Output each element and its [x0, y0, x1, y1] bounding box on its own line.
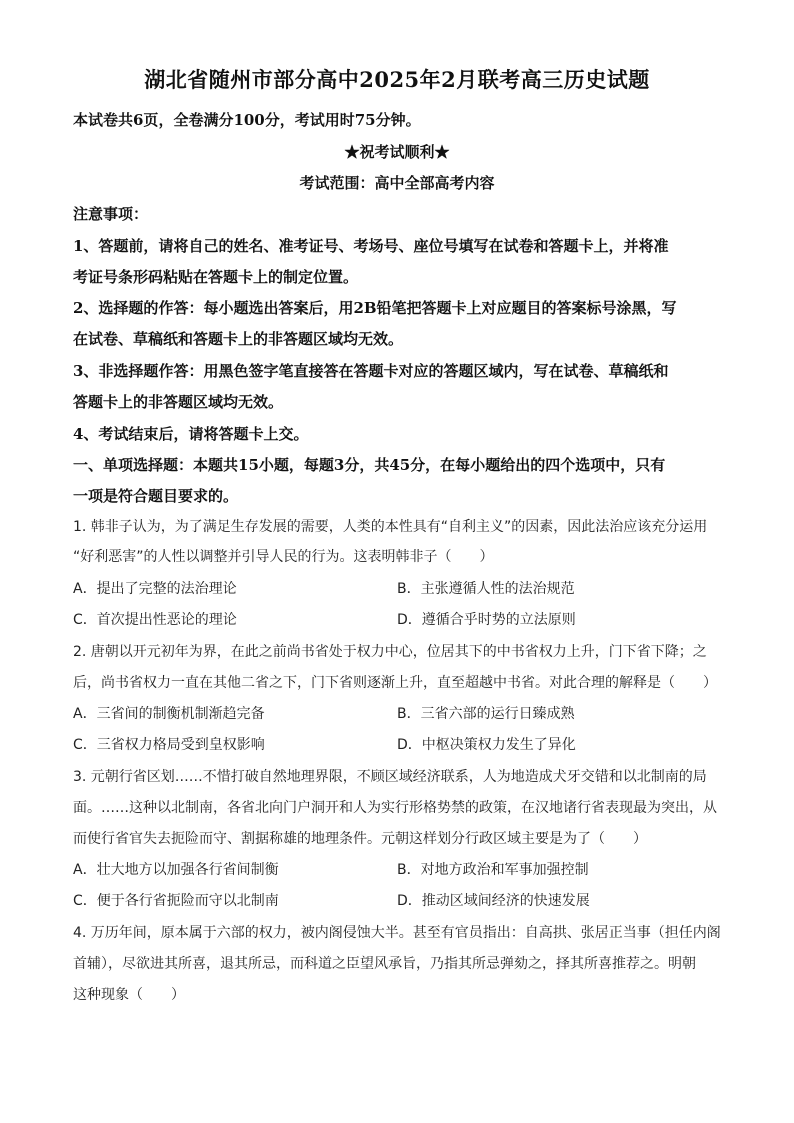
- question-4-line-1: 4. 万历年间，原本属于六部的权力，被内阁侵蚀大半。甚至有官员指出：自高拱、张居正当事（担任内阁: [73, 925, 721, 941]
- question-2-option-c: C．三省权力格局受到皇权影响: [73, 737, 265, 753]
- note-4-line-1: 4、考试结束后，请将答题卡上交。: [73, 425, 309, 443]
- note-2-line-1: 2、选择题的作答：每小题选出答案后，用2B铅笔把答题卡上对应题目的答案标号涂黑，写: [73, 299, 677, 317]
- question-2-option-b: B．三省六部的运行日臻成熟: [397, 706, 575, 722]
- question-1-option-a: A．提出了完整的法治理论: [73, 581, 237, 597]
- question-2-line-1: 2. 唐朝以开元初年为界，在此之前尚书省处于权力中心，位居其下的中书省权力上升，门下省下降；之: [73, 644, 707, 660]
- wish-text: ★祝考试顺利★: [344, 143, 450, 161]
- section-heading-line-2: 一项是符合题目要求的。: [73, 487, 239, 505]
- note-2-line-2: 在试卷、草稿纸和答题卡上的非答题区域均无效。: [73, 330, 404, 348]
- question-3-option-a: A．壮大地方以加强各行省间制衡: [73, 862, 279, 878]
- note-3-line-1: 3、非选择题作答：用黑色签字笔直接答在答题卡对应的答题区域内，写在试卷、草稿纸和: [73, 362, 669, 380]
- question-1-option-d: D．遵循合乎时势的立法原则: [397, 612, 576, 628]
- question-3-option-c: C．便于各行省扼险而守以北制南: [73, 893, 279, 909]
- notes-heading: 注意事项：: [73, 205, 149, 223]
- question-3-line-3: 而使行省官失去扼险而守、割据称雄的地理条件。元朝这样划分行政区域主要是为了（ ）: [73, 831, 647, 847]
- question-2-option-a: A．三省间的制衡机制渐趋完备: [73, 706, 265, 722]
- page-title: 湖北省随州市部分高中2025年2月联考高三历史试题: [144, 67, 650, 92]
- question-3-option-b: B．对地方政治和军事加强控制: [397, 862, 589, 878]
- question-3-line-1: 3. 元朝行省区划……不惜打破自然地理界限，不顾区域经济联系，人为地造成犬牙交错和以北制南的局: [73, 769, 707, 785]
- question-4-line-2: 首辅），尽欲进其所喜，退其所忌，而科道之臣望风承旨，乃指其所忌弹劾之，择其所喜推荐之。明朝: [73, 956, 696, 972]
- question-1-line-1: 1. 韩非子认为，为了满足生存发展的需要，人类的本性具有“自利主义”的因素，因此法治应该充分运用: [73, 519, 708, 535]
- question-2-line-2: 后，尚书省权力一直在其他二省之下，门下省则逐渐上升，直至超越中书省。对此合理的解释是（ ）: [73, 675, 717, 691]
- question-1-option-b: B．主张遵循人性的法治规范: [397, 581, 575, 597]
- question-1-line-2: “好利恶害”的人性以调整并引导人民的行为。这表明韩非子（ ）: [73, 549, 494, 565]
- scope-text: 考试范围：高中全部高考内容: [299, 174, 495, 192]
- question-4-line-3: 这种现象（ ）: [73, 987, 185, 1003]
- note-1-line-2: 考证号条形码粘贴在答题卡上的制定位置。: [73, 268, 359, 286]
- note-1-line-1: 1、答题前，请将自己的姓名、准考证号、考场号、座位号填写在试卷和答题卡上，并将准: [73, 237, 669, 255]
- note-3-line-2: 答题卡上的非答题区域均无效。: [73, 393, 284, 411]
- question-3-line-2: 面。……这种以北制南，各省北向门户洞开和人为实行形格势禁的政策，在汉地诸行省表现最为突出，从: [73, 800, 717, 816]
- intro-text: 本试卷共6页，全卷满分100分，考试用时75分钟。: [73, 111, 421, 129]
- question-1-option-c: C．首次提出性恶论的理论: [73, 612, 237, 628]
- section-heading-line-1: 一、单项选择题：本题共15小题，每题3分，共45分，在每小题给出的四个选项中，只有: [73, 456, 666, 474]
- question-2-option-d: D．中枢决策权力发生了异化: [397, 737, 576, 753]
- question-3-option-d: D．推动区域间经济的快速发展: [397, 893, 590, 909]
